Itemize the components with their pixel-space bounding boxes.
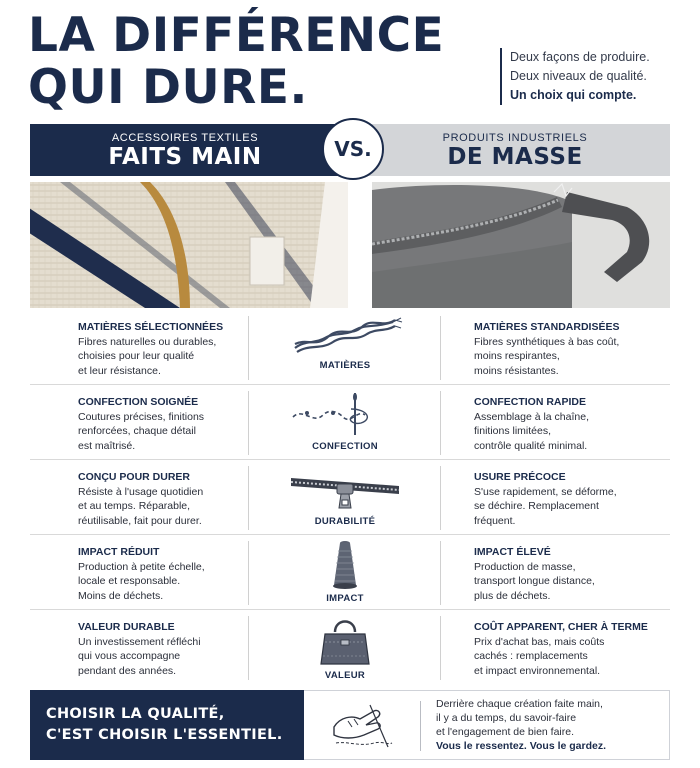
industrial-cell-title: CONFECTION RAPIDE bbox=[474, 396, 587, 408]
handmade-pouch-photo bbox=[30, 182, 348, 308]
industrial-cell-line: et impact environnemental. bbox=[474, 664, 601, 677]
comparison-row-confection bbox=[30, 385, 670, 460]
industrial-cell-line: fréquent. bbox=[474, 514, 516, 527]
handbag-icon bbox=[317, 614, 373, 668]
handmade-cell-line: pendant des années. bbox=[78, 664, 177, 677]
footer-slogan bbox=[30, 690, 304, 760]
handmade-cell bbox=[78, 620, 268, 678]
handmade-cell bbox=[78, 395, 268, 453]
footer-message bbox=[304, 690, 670, 760]
handmade-cell-line: Moins de déchets. bbox=[78, 589, 164, 602]
industrial-cell bbox=[474, 395, 664, 453]
vs-badge: VS. bbox=[322, 118, 384, 180]
industrial-cell-line: moins respirantes, bbox=[474, 350, 560, 362]
handmade-cell bbox=[78, 470, 268, 528]
industrial-header-small: PRODUITS INDUSTRIELS bbox=[442, 132, 588, 144]
handmade-header bbox=[30, 124, 340, 176]
handmade-header-small: ACCESSOIRES TEXTILES bbox=[111, 132, 259, 144]
tagline-line-2: Deux niveaux de qualité. bbox=[510, 69, 647, 83]
industrial-cell-title: IMPACT ÉLEVÉ bbox=[474, 546, 551, 558]
criterion-label: MATIÈRES bbox=[319, 360, 371, 371]
criterion-cell bbox=[250, 614, 440, 682]
criterion-label: IMPACT bbox=[326, 593, 364, 604]
column-divider bbox=[248, 316, 249, 380]
zipper-icon bbox=[285, 464, 405, 514]
footer-text-line: il y a du temps, du savoir-faire bbox=[436, 712, 577, 724]
industrial-cell-line: Production de masse, bbox=[474, 560, 576, 573]
handmade-header-big: FAITS MAIN bbox=[108, 144, 262, 170]
handmade-cell-title: CONFECTION SOIGNÉE bbox=[78, 396, 199, 408]
column-divider bbox=[440, 466, 441, 530]
handmade-cell bbox=[78, 320, 268, 378]
column-divider bbox=[440, 316, 441, 380]
industrial-cell-line: contrôle qualité minimal. bbox=[474, 439, 588, 452]
industrial-cell bbox=[474, 320, 664, 378]
handmade-cell-line: qui vous accompagne bbox=[78, 650, 181, 662]
criterion-cell bbox=[250, 314, 440, 382]
criterion-cell bbox=[250, 539, 440, 607]
column-divider bbox=[248, 466, 249, 530]
industrial-cell-title: COÛT APPARENT, CHER À TERME bbox=[474, 621, 648, 633]
title-line-2: QUI DURE. bbox=[28, 60, 308, 115]
handmade-cell-line: choisies pour leur qualité bbox=[78, 350, 195, 362]
tagline-line-1: Deux façons de produire. bbox=[510, 50, 650, 64]
industrial-cell-line: transport longue distance, bbox=[474, 575, 595, 587]
title-line-1: LA DIFFÉRENCE bbox=[28, 8, 445, 63]
handmade-cell-title: MATIÈRES SÉLECTIONNÉES bbox=[78, 321, 224, 333]
column-divider bbox=[440, 541, 441, 605]
industrial-cell-line: S'use rapidement, se déforme, bbox=[474, 485, 617, 498]
footer-slogan-line-2: C'EST CHOISIR L'ESSENTIEL. bbox=[46, 727, 283, 743]
rope-icon bbox=[285, 314, 405, 358]
criterion-cell bbox=[250, 389, 440, 457]
industrial-cell-line: Assemblage à la chaîne, bbox=[474, 410, 589, 423]
industrial-cell bbox=[474, 545, 664, 603]
handmade-cell-title: CONÇU POUR DURER bbox=[78, 471, 191, 483]
industrial-cell bbox=[474, 470, 664, 528]
handmade-cell-line: réutilisable, fait pour durer. bbox=[78, 514, 202, 527]
handmade-cell-title: VALEUR DURABLE bbox=[78, 621, 175, 633]
needle-thread-icon bbox=[285, 389, 405, 439]
column-divider bbox=[440, 616, 441, 680]
industrial-cell-line: plus de déchets. bbox=[474, 589, 551, 602]
handmade-cell bbox=[78, 545, 268, 603]
handmade-cell-line: Un investissement réfléchi bbox=[78, 635, 201, 648]
handmade-cell-line: et au temps. Réparable, bbox=[78, 500, 191, 512]
footer-text-line: et l'engagement de bien faire. bbox=[436, 726, 575, 738]
industrial-cell-line: moins résistantes. bbox=[474, 364, 559, 377]
handmade-cell-line: Fibres naturelles ou durables, bbox=[78, 335, 217, 348]
handmade-cell-line: renforcées, chaque détail bbox=[78, 425, 196, 437]
comparison-row-value bbox=[30, 610, 670, 685]
hand-sewing-icon bbox=[330, 697, 396, 753]
page-title bbox=[28, 10, 444, 114]
thread-spool-icon bbox=[325, 539, 365, 591]
industrial-cell-line: se déchire. Remplacement bbox=[474, 500, 599, 512]
industrial-cell-title: USURE PRÉCOCE bbox=[474, 471, 566, 483]
handmade-cell-line: Résiste à l'usage quotidien bbox=[78, 485, 204, 498]
industrial-cell bbox=[474, 620, 664, 678]
column-divider bbox=[248, 541, 249, 605]
industrial-cell-line: cachés : remplacements bbox=[474, 650, 588, 662]
handmade-cell-line: locale et responsable. bbox=[78, 575, 181, 587]
comparison-row-impact bbox=[30, 535, 670, 610]
handmade-cell-line: Coutures précises, finitions bbox=[78, 410, 205, 423]
handmade-cell-line: Production à petite échelle, bbox=[78, 560, 205, 573]
industrial-header bbox=[360, 124, 670, 176]
criterion-cell bbox=[250, 464, 440, 532]
criterion-label: DURABILITÉ bbox=[314, 516, 376, 527]
industrial-cell-line: finitions limitées, bbox=[474, 425, 552, 437]
footer-text bbox=[436, 697, 666, 753]
industrial-cell-line: Prix d'achat bas, mais coûts bbox=[474, 635, 605, 648]
handmade-cell-title: IMPACT RÉDUIT bbox=[78, 546, 160, 558]
industrial-header-big: DE MASSE bbox=[447, 144, 583, 170]
tagline bbox=[500, 48, 650, 105]
comparison-row-materials bbox=[30, 310, 670, 385]
criterion-label: VALEUR bbox=[324, 670, 366, 681]
handmade-cell-line: et leur résistance. bbox=[78, 364, 161, 377]
footer-slogan-line-1: CHOISIR LA QUALITÉ, bbox=[46, 706, 225, 722]
tagline-line-3: Un choix qui compte. bbox=[510, 88, 637, 102]
handmade-cell-line: est maîtrisé. bbox=[78, 439, 136, 452]
footer-divider bbox=[420, 701, 421, 751]
column-divider bbox=[248, 391, 249, 455]
industrial-cell-title: MATIÈRES STANDARDISÉES bbox=[474, 321, 620, 333]
industrial-pouch-photo bbox=[372, 182, 670, 308]
criterion-label: CONFECTION bbox=[312, 441, 378, 452]
industrial-cell-line: Fibres synthétiques à bas coût, bbox=[474, 335, 620, 348]
footer-text-strong: Vous le ressentez. Vous le gardez. bbox=[436, 740, 607, 752]
comparison-row-durability bbox=[30, 460, 670, 535]
column-divider bbox=[440, 391, 441, 455]
footer-text-line: Derrière chaque création faite main, bbox=[436, 698, 603, 710]
column-divider bbox=[248, 616, 249, 680]
